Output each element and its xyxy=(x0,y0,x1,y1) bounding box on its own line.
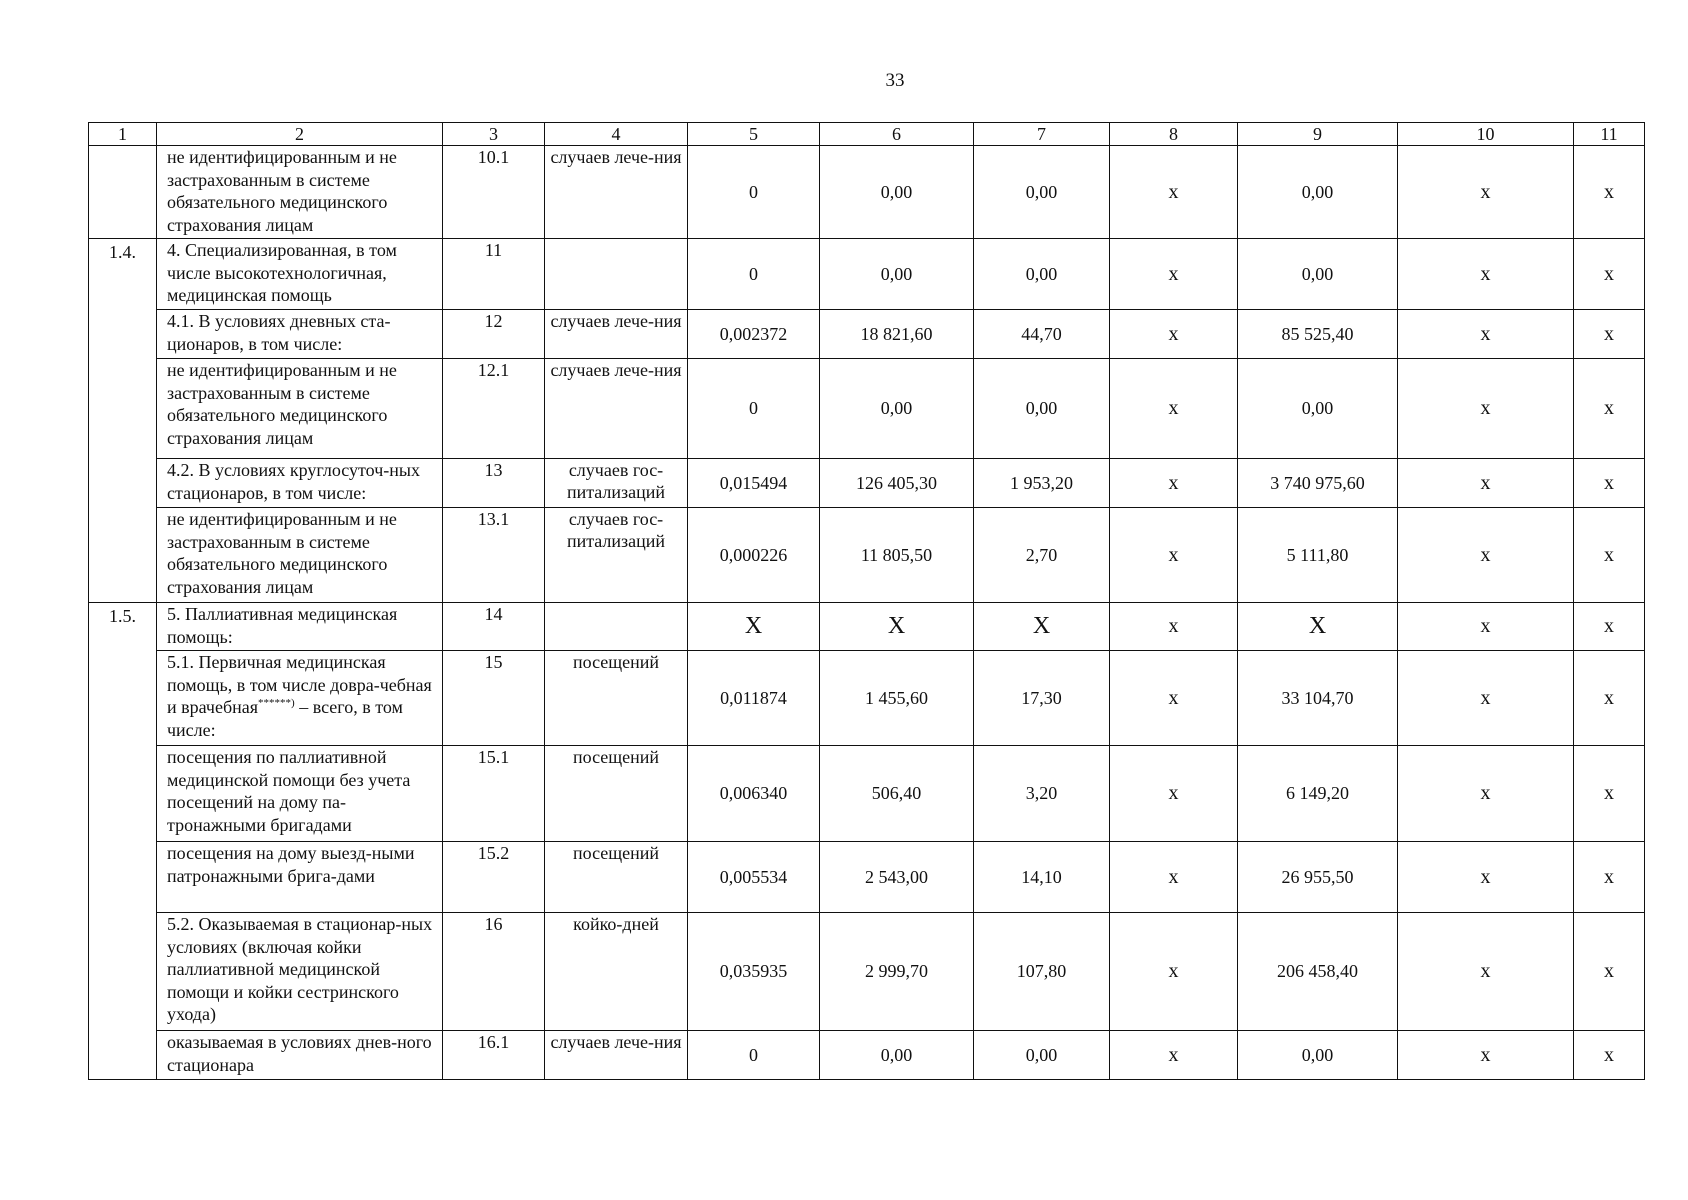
value-cell: х xyxy=(1574,508,1645,603)
unit-cell: случаев лече-ния xyxy=(545,359,688,459)
header-row xyxy=(89,123,1645,146)
header-cell: 11 xyxy=(1574,123,1645,146)
unit-cell: посещений xyxy=(545,651,688,746)
value-cell: 2 543,00 xyxy=(820,842,974,913)
value-cell: 0 xyxy=(688,239,820,310)
value-cell: 506,40 xyxy=(820,746,974,842)
value-cell: 18 821,60 xyxy=(820,310,974,359)
indicator-name: оказываемая в условиях днев-ного стационара xyxy=(157,1031,443,1080)
indicator-name: посещения по паллиативной медицинской помощи без учета посещений на дому па-тронажными бригадами xyxy=(157,746,443,842)
value-cell: 5 111,80 xyxy=(1238,508,1398,603)
indicator-name: 4. Специализированная, в том числе высокотехнологичная, медицинская помощь xyxy=(157,239,443,310)
value-cell: х xyxy=(1398,1031,1574,1080)
value-cell: 11 805,50 xyxy=(820,508,974,603)
table-row xyxy=(89,359,1645,459)
value-cell: 0,00 xyxy=(974,239,1110,310)
value-cell: 0,011874 xyxy=(688,651,820,746)
line-number: 16.1 xyxy=(443,1031,545,1080)
value-cell: 14,10 xyxy=(974,842,1110,913)
header-cell: 5 xyxy=(688,123,820,146)
line-number: 13 xyxy=(443,459,545,508)
value-cell: 85 525,40 xyxy=(1238,310,1398,359)
value-cell: Х xyxy=(820,603,974,651)
unit-cell: случаев лече-ния xyxy=(545,146,688,239)
unit-cell: случаев лече-ния xyxy=(545,310,688,359)
value-cell: 0,035935 xyxy=(688,913,820,1031)
value-cell: х xyxy=(1398,746,1574,842)
value-cell: х xyxy=(1398,359,1574,459)
value-cell: 26 955,50 xyxy=(1238,842,1398,913)
value-cell: х xyxy=(1574,359,1645,459)
value-cell: х xyxy=(1110,746,1238,842)
value-cell: 0,00 xyxy=(820,146,974,239)
header-cell: 7 xyxy=(974,123,1110,146)
data-table xyxy=(88,122,1645,1080)
value-cell: 3 740 975,60 xyxy=(1238,459,1398,508)
unit-cell: случаев лече-ния xyxy=(545,1031,688,1080)
header-cell: 3 xyxy=(443,123,545,146)
indicator-name-tail: – всего, в том числе: xyxy=(167,697,403,740)
value-cell: х xyxy=(1110,459,1238,508)
value-cell: 0,000226 xyxy=(688,508,820,603)
table-row xyxy=(89,913,1645,1031)
value-cell: 0,00 xyxy=(1238,1031,1398,1080)
value-cell: х xyxy=(1398,651,1574,746)
value-cell: х xyxy=(1398,146,1574,239)
unit-cell xyxy=(545,239,688,310)
value-cell: х xyxy=(1110,508,1238,603)
value-cell: 1 953,20 xyxy=(974,459,1110,508)
unit-cell: койко-дней xyxy=(545,913,688,1031)
value-cell: х xyxy=(1574,239,1645,310)
table-row xyxy=(89,842,1645,913)
line-number: 14 xyxy=(443,603,545,651)
value-cell: х xyxy=(1110,146,1238,239)
value-cell: х xyxy=(1110,1031,1238,1080)
value-cell: х xyxy=(1398,459,1574,508)
value-cell: 3,20 xyxy=(974,746,1110,842)
indicator-name: не идентифицированным и не застрахованным в системе обязательного медицинского страхования лицам xyxy=(157,508,443,603)
indicator-name: не идентифицированным и не застрахованным в системе обязательного медицинского страхования лицам xyxy=(157,359,443,459)
value-cell: х xyxy=(1574,459,1645,508)
line-number: 12.1 xyxy=(443,359,545,459)
indicator-name xyxy=(157,651,443,746)
indicator-name: 5.2. Оказываемая в стационар-ных условиях (включая койки паллиативной медицинской помощи и койки сестринского ухода) xyxy=(157,913,443,1031)
value-cell: 0,00 xyxy=(1238,146,1398,239)
line-number: 15.2 xyxy=(443,842,545,913)
value-cell: 0,00 xyxy=(820,1031,974,1080)
value-cell: 0,00 xyxy=(974,1031,1110,1080)
value-cell: Х xyxy=(974,603,1110,651)
table-row xyxy=(89,146,1645,239)
line-number: 15.1 xyxy=(443,746,545,842)
line-number: 11 xyxy=(443,239,545,310)
unit-cell: случаев гос-питализаций xyxy=(545,459,688,508)
value-cell: 0,002372 xyxy=(688,310,820,359)
value-cell: 0,00 xyxy=(1238,359,1398,459)
value-cell: 0,00 xyxy=(820,239,974,310)
value-cell: х xyxy=(1110,651,1238,746)
indicator-name: не идентифицированным и не застрахованным в системе обязательного медицинского страхования лицам xyxy=(157,146,443,239)
table-row xyxy=(89,1031,1645,1080)
value-cell: 2 999,70 xyxy=(820,913,974,1031)
value-cell: х xyxy=(1574,1031,1645,1080)
header-cell: 2 xyxy=(157,123,443,146)
value-cell: х xyxy=(1110,913,1238,1031)
value-cell: х xyxy=(1110,842,1238,913)
header-cell: 4 xyxy=(545,123,688,146)
value-cell: 6 149,20 xyxy=(1238,746,1398,842)
value-cell: х xyxy=(1398,913,1574,1031)
value-cell: Х xyxy=(1238,603,1398,651)
value-cell: 1 455,60 xyxy=(820,651,974,746)
value-cell: 33 104,70 xyxy=(1238,651,1398,746)
table-row xyxy=(89,239,1645,310)
table-row xyxy=(89,651,1645,746)
line-number: 16 xyxy=(443,913,545,1031)
table-row xyxy=(89,508,1645,603)
header-cell: 6 xyxy=(820,123,974,146)
value-cell: 0,00 xyxy=(974,146,1110,239)
header-cell: 9 xyxy=(1238,123,1398,146)
value-cell: 0 xyxy=(688,146,820,239)
value-cell: х xyxy=(1110,603,1238,651)
value-cell: 0,00 xyxy=(820,359,974,459)
unit-cell: посещений xyxy=(545,842,688,913)
value-cell: х xyxy=(1574,310,1645,359)
value-cell: 0,00 xyxy=(974,359,1110,459)
value-cell: х xyxy=(1574,146,1645,239)
value-cell: 0,015494 xyxy=(688,459,820,508)
value-cell: 0 xyxy=(688,1031,820,1080)
value-cell: х xyxy=(1574,603,1645,651)
value-cell: х xyxy=(1398,239,1574,310)
value-cell: 107,80 xyxy=(974,913,1110,1031)
header-cell: 10 xyxy=(1398,123,1574,146)
value-cell: х xyxy=(1574,651,1645,746)
value-cell: 0 xyxy=(688,359,820,459)
section-number: 1.4. xyxy=(89,239,157,603)
value-cell: 0,006340 xyxy=(688,746,820,842)
page-number: 33 xyxy=(885,70,905,91)
table-row xyxy=(89,310,1645,359)
line-number: 10.1 xyxy=(443,146,545,239)
value-cell: х xyxy=(1110,359,1238,459)
line-number: 15 xyxy=(443,651,545,746)
value-cell: х xyxy=(1110,239,1238,310)
table-row xyxy=(89,459,1645,508)
value-cell: 44,70 xyxy=(974,310,1110,359)
value-cell: х xyxy=(1574,746,1645,842)
value-cell: 17,30 xyxy=(974,651,1110,746)
value-cell: 2,70 xyxy=(974,508,1110,603)
unit-cell: случаев гос-питализаций xyxy=(545,508,688,603)
indicator-name: 4.2. В условиях круглосуточ-ных стационаров, в том числе: xyxy=(157,459,443,508)
value-cell: х xyxy=(1110,310,1238,359)
unit-cell: посещений xyxy=(545,746,688,842)
value-cell: х xyxy=(1398,603,1574,651)
value-cell: х xyxy=(1574,842,1645,913)
value-cell: х xyxy=(1398,842,1574,913)
value-cell: х xyxy=(1574,913,1645,1031)
table-row xyxy=(89,603,1645,651)
value-cell: х xyxy=(1398,310,1574,359)
value-cell: х xyxy=(1398,508,1574,603)
line-number: 13.1 xyxy=(443,508,545,603)
indicator-name-text: 5.1. Первичная медицинская помощь, в том числе довра-чебная и врачебная xyxy=(167,652,432,717)
indicator-name: посещения на дому выезд-ными патронажными брига-дами xyxy=(157,842,443,913)
section-number xyxy=(89,146,157,239)
value-cell: 126 405,30 xyxy=(820,459,974,508)
line-number: 12 xyxy=(443,310,545,359)
header-cell: 8 xyxy=(1110,123,1238,146)
value-cell: 0,00 xyxy=(1238,239,1398,310)
header-cell: 1 xyxy=(89,123,157,146)
value-cell: 206 458,40 xyxy=(1238,913,1398,1031)
indicator-name: 5. Паллиативная медицинская помощь: xyxy=(157,603,443,651)
value-cell: Х xyxy=(688,603,820,651)
unit-cell xyxy=(545,603,688,651)
table-row xyxy=(89,746,1645,842)
footnote-marker: ******) xyxy=(258,697,295,709)
value-cell: 0,005534 xyxy=(688,842,820,913)
section-number: 1.5. xyxy=(89,603,157,1080)
indicator-name: 4.1. В условиях дневных ста-ционаров, в том числе: xyxy=(157,310,443,359)
